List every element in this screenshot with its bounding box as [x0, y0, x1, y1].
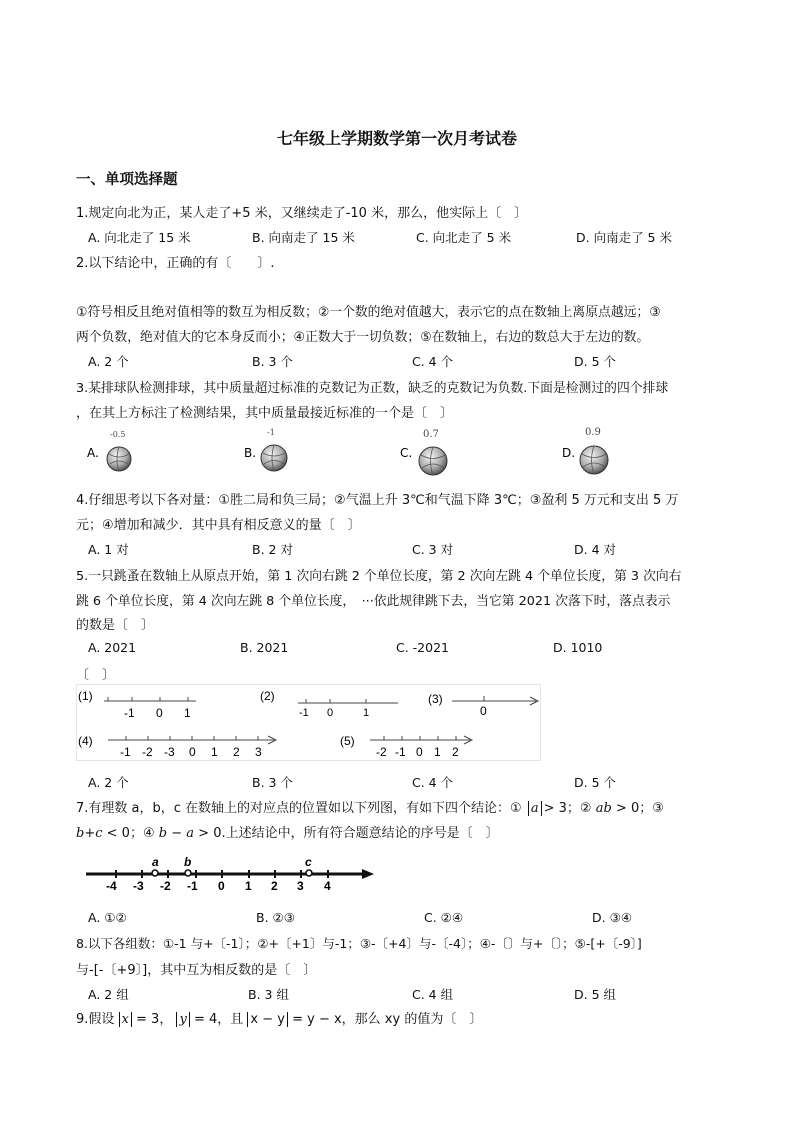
q8-option-a: A. 2 组: [88, 987, 129, 1002]
axis-4-tick-label: -2: [142, 745, 153, 759]
q6-figure-3-label: (3): [428, 692, 443, 706]
number-line-3: [452, 696, 538, 718]
q9-text: 9.假设: [76, 1012, 115, 1027]
q9-text: = 4，且: [193, 1012, 244, 1027]
q5-option-a: A. 2021: [88, 640, 137, 655]
axis-4-tick-label: 3: [255, 745, 262, 759]
q2-option-d: D. 5 个: [574, 354, 616, 369]
q7-tick-label: -2: [160, 879, 171, 893]
axis-2-tick-label: -1: [299, 707, 309, 719]
number-line-1: [104, 697, 196, 720]
q9-abs-x: [119, 1012, 132, 1027]
question-9-stem: [76, 1008, 482, 1027]
q5-option-c: C. -2021: [396, 640, 449, 655]
number-line-5: [370, 736, 472, 759]
q2-option-c: C. 4 个: [412, 354, 454, 369]
q7-text: 7.有理数 a，b，c 在数轴上的对应点的位置如以下列图，有如下四个结论：①: [76, 801, 522, 816]
question-2-line-2: 两个负数，绝对值大的它本身反而小；④正数大于一切负数；⑤在数轴上，右边的数总大于左边的数。: [76, 330, 650, 345]
volleyball-icon: [580, 446, 608, 474]
q3-letter-a: A.: [87, 446, 99, 460]
section-heading: 一、单项选择题: [76, 172, 178, 188]
q8-option-b: B. 3 组: [248, 987, 289, 1002]
q7-text: < 0；④: [106, 826, 155, 841]
axis-1-tick-label: 1: [184, 706, 191, 720]
q9-expr: x − y: [250, 1012, 285, 1027]
q6-figure-2-label: (2): [260, 689, 275, 703]
question-2-line-1: ①符号相反且绝对值相等的数互为相反数；②一个数的绝对值越大，表示它的点在数轴上离原点越远；③: [76, 305, 661, 320]
question-7-line-2: [76, 822, 499, 841]
q7-point-c: [306, 870, 312, 876]
q7-tick-label: 4: [324, 879, 331, 893]
q7-text: > 0.上述结论中，所有符合题意结论的序号是〔 〕: [198, 826, 499, 841]
q7-var: a: [186, 826, 195, 841]
q7-tick-label: 1: [245, 879, 252, 893]
q7-tick-label: -4: [106, 879, 117, 893]
q7-option-b: B. ②③: [256, 910, 295, 925]
q7-tick-label: -3: [133, 879, 144, 893]
axis-2-tick-label: 1: [363, 707, 370, 719]
q6-option-c: C. 4 个: [412, 775, 454, 790]
q3-letter-d: D.: [562, 446, 576, 460]
question-4-line-1: 4.仔细思考以下各对量：①胜二局和负三局；②气温上升 3℃和气温下降 3℃；③盈利 5 万元和支出 5 万: [76, 493, 679, 508]
q9-text: = 3，: [136, 1012, 173, 1027]
q6-option-b: B. 3 个: [252, 775, 293, 790]
axis-1-tick-label: 0: [156, 706, 163, 720]
question-3-line-2: ，在其上方标注了检测结果，其中质量最接近标准的一个是〔 〕: [76, 406, 454, 421]
axis-4-tick-label: 1: [211, 745, 218, 759]
q7-var: b: [76, 826, 85, 841]
q7-tick-label: 2: [271, 879, 278, 893]
q5-option-d: D. 1010: [553, 640, 603, 655]
axis-5-tick-label: 1: [434, 745, 441, 759]
question-1-stem: 1.规定向北为正，某人走了+5 米，又继续走了-10 米，那么，他实际上〔 〕: [76, 206, 528, 221]
volleyball-icon: [419, 447, 447, 475]
q7-point-a: [152, 870, 158, 876]
q6-figure-5-label: (5): [340, 734, 355, 748]
q1-option-b: B. 向南走了 15 米: [252, 230, 355, 245]
axis-5-tick-label: 0: [416, 745, 423, 759]
q6-figure-4-label: (4): [78, 734, 93, 748]
q7-text: > 0；③: [615, 801, 664, 816]
q9-var: y: [179, 1012, 187, 1027]
q3-label-d: 0.9: [585, 427, 601, 438]
q4-option-a: A. 1 对: [88, 542, 129, 557]
q7-text: > 3；②: [543, 801, 592, 816]
question-8-line-2: 与-[-〔+9〕]，其中互为相反数的是〔 〕: [76, 963, 317, 978]
q7-tick-label: 0: [218, 879, 225, 893]
question-5-line-3: 的数是〔 〕: [76, 618, 155, 633]
q7-var: c: [95, 826, 103, 841]
q7-option-c: C. ②④: [424, 910, 464, 925]
q3-letter-c: C.: [400, 446, 413, 460]
q9-abs-xy: [247, 1012, 288, 1027]
q3-label-c: 0.7: [423, 429, 439, 440]
q2-option-b: B. 3 个: [252, 354, 293, 369]
axis-5-tick-label: -1: [395, 745, 406, 759]
question-7-line-1: [76, 797, 664, 816]
q7-point-c-label: c: [305, 855, 312, 869]
volleyball-icon: [107, 447, 131, 471]
q7-point-a-label: a: [152, 855, 159, 869]
q7-tick-label: -1: [187, 879, 198, 893]
q9-text: = y − x，那么 xy 的值为〔 〕: [292, 1012, 483, 1027]
axis-5-tick-label: -2: [376, 745, 387, 759]
q7-abs-a: [528, 801, 542, 816]
q6-option-a: A. 2 个: [88, 775, 129, 790]
q7-number-line: [84, 854, 380, 894]
question-6-stem: 〔 〕: [76, 668, 116, 683]
q7-option-d: D. ③④: [592, 910, 632, 925]
q1-option-c: C. 向北走了 5 米: [416, 230, 512, 245]
axis-1-tick-label: -1: [124, 706, 135, 720]
axis-4-tick-label: 2: [233, 745, 240, 759]
q7-text: −: [171, 826, 183, 841]
question-5-line-2: 跳 6 个单位长度，第 4 次向左跳 8 个单位长度， ···依此规律跳下去，当它第 2021 次落下时，落点表示: [76, 594, 671, 609]
q3-label-b: -1: [267, 428, 275, 437]
q7-text: +: [84, 826, 96, 841]
q9-abs-y: [176, 1012, 189, 1027]
q8-option-d: D. 5 组: [574, 987, 616, 1002]
question-5-line-1: 5.一只跳蚤在数轴上从原点开始，第 1 次向右跳 2 个单位长度，第 2 次向左跳 4 个单位长度，第 3 次向右: [76, 569, 682, 584]
q1-option-a: A. 向北走了 15 米: [88, 230, 191, 245]
q7-option-a: A. ①②: [88, 910, 127, 925]
axis-5-tick-label: 2: [452, 745, 459, 759]
question-8-line-1: 8.以下各组数：①-1 与+〔-1〕；②+〔+1〕与-1；③-〔+4〕与-〔-4〕；④-〔〕与+〔〕；⑤-[+〔-9〕]: [76, 936, 642, 951]
q4-option-d: D. 4 对: [574, 542, 616, 557]
page-title: 七年级上学期数学第一次月考试卷: [276, 129, 517, 148]
q7-var: b: [158, 826, 168, 841]
q3-letter-b: B.: [244, 446, 257, 460]
axis-3-tick-label: 0: [480, 704, 487, 718]
q7-var: a: [530, 801, 539, 816]
axis-4-tick-label: 0: [189, 745, 196, 759]
q3-volleyball-options: [80, 424, 640, 482]
question-4-line-2: 元；④增加和减少．其中具有相反意义的量〔 〕: [76, 518, 361, 533]
q4-option-b: B. 2 对: [252, 542, 293, 557]
axis-2-tick-label: 0: [327, 707, 334, 719]
volleyball-icon: [261, 445, 287, 471]
q5-option-b: B. 2021: [240, 640, 289, 655]
q7-point-b-label: b: [184, 855, 192, 869]
q3-label-a: -0.5: [110, 430, 126, 439]
axis-4-tick-label: -3: [164, 745, 175, 759]
q8-option-c: C. 4 组: [412, 987, 454, 1002]
q7-tick-label: 3: [297, 879, 304, 893]
q2-option-a: A. 2 个: [88, 354, 129, 369]
question-2-stem: 2.以下结论中，正确的有〔 〕.: [76, 256, 275, 271]
number-line-2: [298, 699, 398, 719]
axis-4-tick-label: -1: [120, 745, 131, 759]
q6-number-lines-figure: [76, 684, 542, 762]
q6-option-d: D. 5 个: [574, 775, 616, 790]
q9-var: x: [121, 1012, 129, 1027]
question-3-line-1: 3.某排球队检测排球，其中质量超过标准的克数记为正数，缺乏的克数记为负数.下面是检测过的四个排球: [76, 381, 669, 396]
q4-option-c: C. 3 对: [412, 542, 454, 557]
q7-point-b: [185, 870, 191, 876]
q1-option-d: D. 向南走了 5 米: [576, 230, 672, 245]
number-line-4: [108, 736, 276, 759]
q7-var: ab: [595, 801, 612, 816]
q6-figure-1-label: (1): [78, 689, 93, 703]
